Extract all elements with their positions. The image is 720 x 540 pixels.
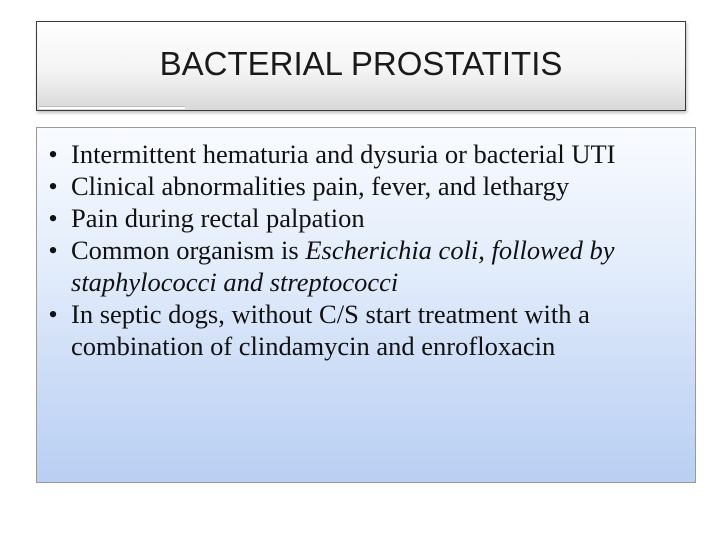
bullet-list — [37, 128, 695, 362]
bullet-icon: • — [48, 203, 58, 233]
title-box — [36, 21, 686, 111]
bullet-icon: • — [48, 139, 58, 169]
bullet-text: In septic dogs, without C/S start treatment with a combination of clindamycin and enrofloxacin — [71, 299, 590, 361]
bullet-text-italic: Escherichia coli, followed by staphylococci and streptococci — [71, 235, 615, 297]
bullet-item — [37, 234, 689, 298]
bullet-item — [37, 170, 689, 202]
bullet-item — [37, 298, 689, 362]
content-box — [36, 127, 696, 483]
bullet-item — [37, 138, 689, 170]
bullet-icon: • — [48, 235, 58, 265]
slide-title: BACTERIAL PROSTATITIS — [159, 45, 563, 82]
title-underline-decoration — [39, 106, 185, 109]
bullet-icon: • — [48, 171, 58, 201]
bullet-text: Intermittent hematuria and dysuria or bacterial UTI — [71, 139, 616, 169]
bullet-text: Clinical abnormalities pain, fever, and lethargy — [71, 171, 570, 201]
bullet-text: Common organism is — [71, 235, 306, 265]
bullet-item — [37, 202, 689, 234]
bullet-icon: • — [48, 299, 58, 329]
bullet-text: Pain during rectal palpation — [71, 203, 365, 233]
